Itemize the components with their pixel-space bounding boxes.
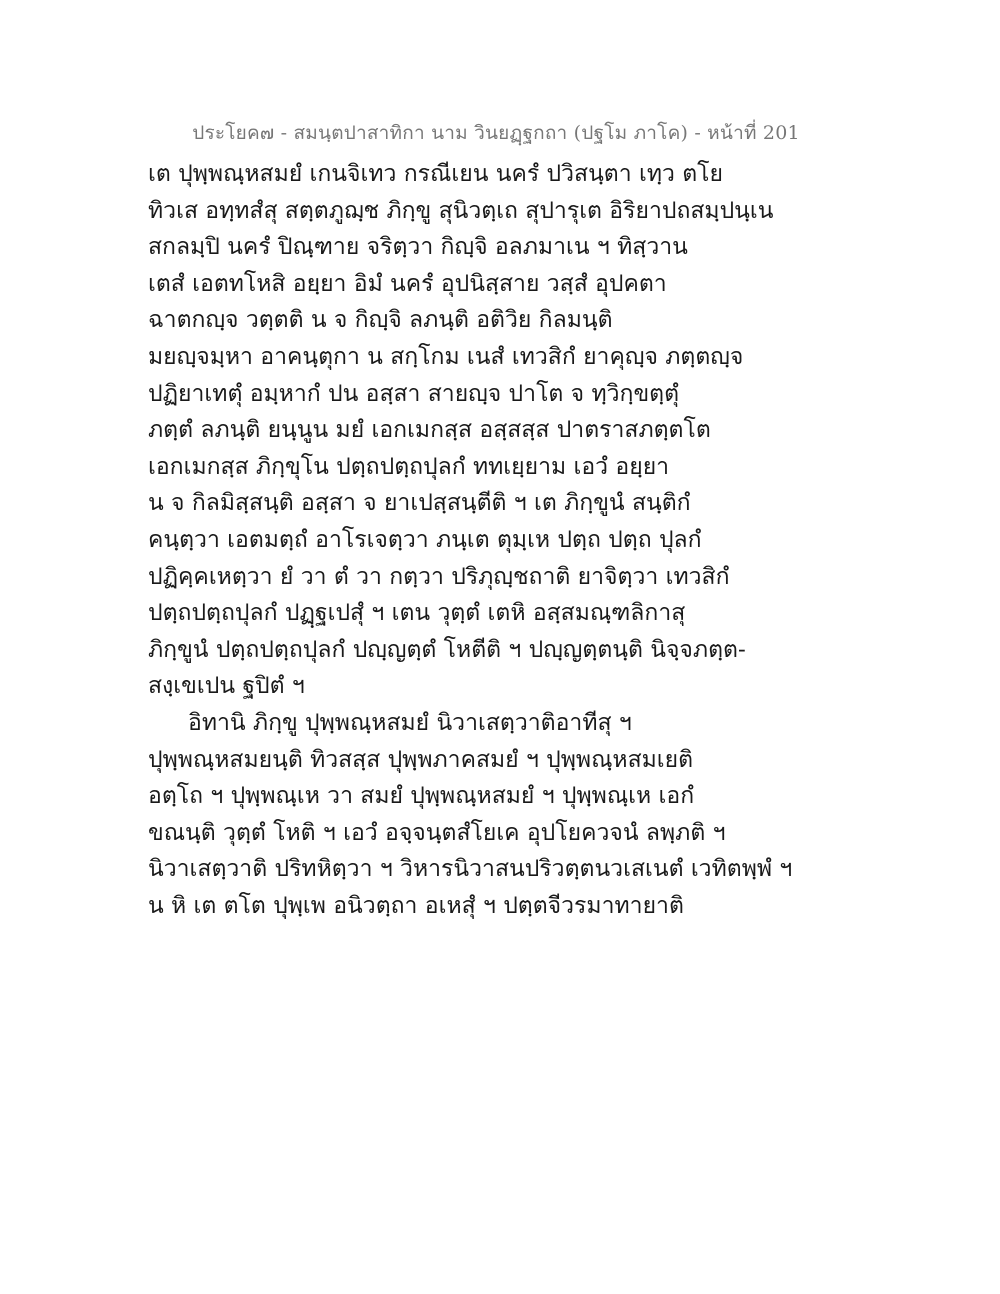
text-line: เตสํ เอตทโหสิ อยฺยา อิมํ นครํ อุปนิสฺสาย วสฺสํ อุปคตา [148,270,667,297]
text-line: สกลมฺปิ นครํ ปิณฺฑาย จริตฺวา กิญฺจิ อลภมาเน ฯ ทิสฺวาน [148,234,688,261]
text-line: สงฺเขเปน ฐปิตํ ฯ [148,673,305,700]
text-line: ภิกฺขูนํ ปตฺถปตฺถปุลกํ ปญฺญตฺตํ โหตีติ ฯ ปญฺญตฺตนฺติ นิจฺจภตฺต- [148,636,746,663]
running-header: ประโยค๗ - สมนฺตปาสาทิกา นาม วินยฏฺฐกถา (ปฐโม ภาโค) - หน้าที่ 201 [192,122,800,144]
text-line: เต ปุพฺพณฺหสมยํ เกนจิเทว กรณีเยน นครํ ปวิสนฺตา เทฺว ตโย [148,161,723,187]
text-line: ปฏิคฺคเหตฺวา ยํ วา ตํ วา กตฺวา ปริภุญฺชถาติ ยาจิตฺวา เทวสิกํ [148,563,730,590]
text-line: น จ กิลมิสฺสนฺติ อสฺสา จ ยาเปสฺสนฺตีติ ฯ เต ภิกฺขูนํ สนฺติกํ [148,490,691,517]
text-line: น หิ เต ตโต ปุพฺเพ อนิวตฺถา อเหสุํ ฯ ปตฺตจีวรมาทายาติ [148,892,684,919]
body-text [148,156,868,924]
text-line: เอกเมกสฺส ภิกฺขุโน ปตฺถปตฺถปุลกํ ททเยฺยาม เอวํ อยฺยา [148,453,670,480]
text-line: ปฏิยาเทตุํ อมฺหากํ ปน อสฺสา สายญฺจ ปาโต จ ทฺวิกฺขตฺตุํ [148,380,680,407]
paragraph-first-line: อิทานิ ภิกฺขู ปุพฺพณฺหสมยํ นิวาเสตฺวาติอาทีสุ ฯ [188,709,632,736]
text-line: ฉาตกญฺจ วตฺตติ น จ กิญฺจิ ลภนฺติ อติวิย กิลมนฺติ [148,307,613,334]
text-line: คนฺตฺวา เอตมตฺถํ อาโรเจตฺวา ภนฺเต ตุมฺเห ปตฺถ ปตฺถ ปุลกํ [148,526,702,553]
text-line: ปุพฺพณฺหสมยนฺติ ทิวสสฺส ปุพฺพภาคสมยํ ฯ ปุพฺพณฺหสมเยติ [148,746,694,773]
text-line: ขณนฺติ วุตฺตํ โหติ ฯ เอวํ อจฺจนฺตสํโยเค อุปโยควจนํ ลพฺภติ ฯ [148,819,726,846]
text-line: อตฺโถ ฯ ปุพฺพณฺเห วา สมยํ ปุพฺพณฺหสมยํ ฯ ปุพฺพณฺเห เอกํ [148,783,695,810]
text-line: มยญฺจมฺหา อาคนฺตุกา น สกฺโกม เนสํ เทวสิกํ ยาคุญฺจ ภตฺตญฺจ [148,343,744,370]
text-line: นิวาเสตฺวาติ ปริทหิตฺวา ฯ วิหารนิวาสนปริวตฺตนวเสเนตํ เวทิตพฺพํ ฯ [148,856,793,883]
text-line: ปตฺถปตฺถปุลกํ ปฏฺฐเปสุํ ฯ เตน วุตฺตํ เตหิ อสฺสมณฺฑลิกาสุ [148,600,686,627]
text-line: ภตฺตํ ลภนฺติ ยนฺนูน มยํ เอกเมกสฺส อสฺสสฺส ปาตราสภตฺตโต [148,417,711,444]
text-line: ทิวเส อทฺทสํสุ สตฺตภูฌฺช ภิกฺขู สุนิวตฺเถ สุปารุเต อิริยาปถสมฺปนฺเน [148,197,774,224]
